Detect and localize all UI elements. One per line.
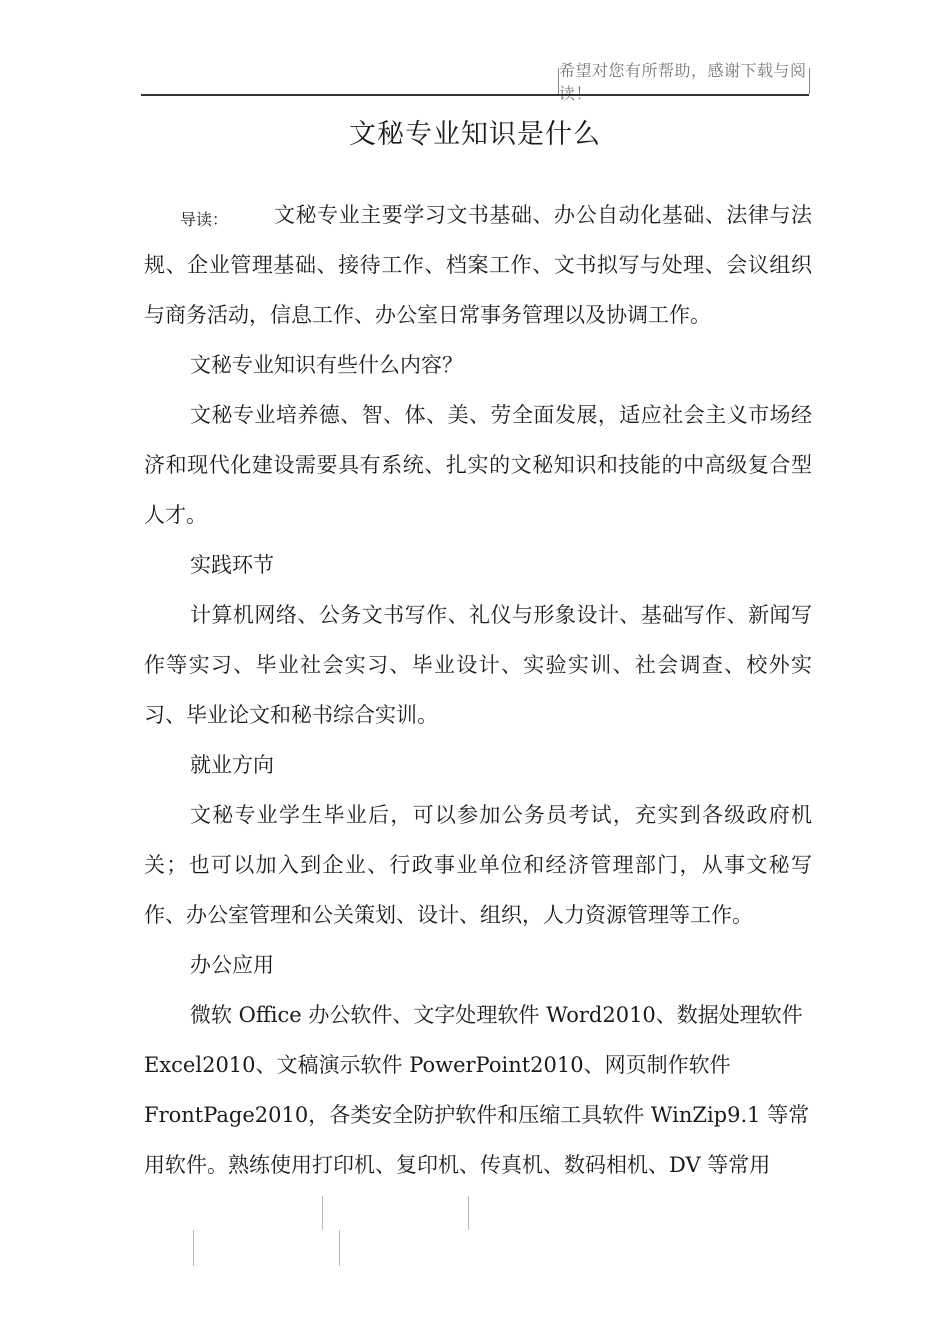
page-title: 文秘专业知识是什么 bbox=[349, 119, 601, 150]
table-fragment-line bbox=[468, 1196, 469, 1230]
section-heading-practice: 实践环节 bbox=[190, 553, 274, 577]
body-paragraph: 文秘专业培养德、智、体、美、劳全面发展，适应社会主义市场经济和现代化建设需要具有系统、扎实的文秘知识和技能的中高级复合型人才。 bbox=[144, 403, 812, 527]
table-fragment-line bbox=[193, 1230, 194, 1266]
body-paragraph: 计算机网络、公务文书写作、礼仪与形象设计、基础写作、新闻写作等实习、毕业社会实习、毕业设计、实验实训、社会调查、校外实习、毕业论文和秘书综合实训。 bbox=[144, 603, 812, 727]
table-fragment-line bbox=[339, 1230, 340, 1266]
office-line: 用软件。熟练使用打印机、复印机、传真机、数码相机、DV 等常用 bbox=[144, 1153, 771, 1177]
body-paragraph: 文秘专业学生毕业后，可以参加公务员考试，充实到各级政府机关；也可以加入到企业、行政事业单位和经济管理部门，从事文秘写作、办公室管理和公关策划、设计、组织，人力资源管理等工作。 bbox=[144, 803, 812, 927]
section-heading-employment: 就业方向 bbox=[190, 753, 274, 777]
section-heading-office: 办公应用 bbox=[190, 953, 274, 977]
document-body bbox=[144, 190, 812, 1190]
office-line: FrontPage2010，各类安全防护软件和压缩工具软件 WinZip9.1 等常 bbox=[144, 1103, 810, 1127]
header-rule bbox=[141, 94, 809, 96]
office-line: 微软 Office 办公软件、文字处理软件 Word2010、数据处理软件 bbox=[190, 1003, 803, 1027]
table-fragment-line bbox=[322, 1196, 323, 1230]
header-note: 希望对您有所帮助，感谢下载与阅读！ bbox=[558, 68, 810, 94]
office-line: Excel2010、文稿演示软件 PowerPoint2010、网页制作软件 bbox=[144, 1053, 731, 1077]
lead-label: 导读： bbox=[180, 210, 229, 229]
question-paragraph: 文秘专业知识有些什么内容？ bbox=[190, 353, 463, 377]
lead-paragraph: 文秘专业主要学习文书基础、办公自动化基础、法律与法规、企业管理基础、接待工作、档案工作、文书拟写与处理、会议组织与商务活动，信息工作、办公室日常事务管理以及协调工作。 bbox=[144, 203, 812, 327]
